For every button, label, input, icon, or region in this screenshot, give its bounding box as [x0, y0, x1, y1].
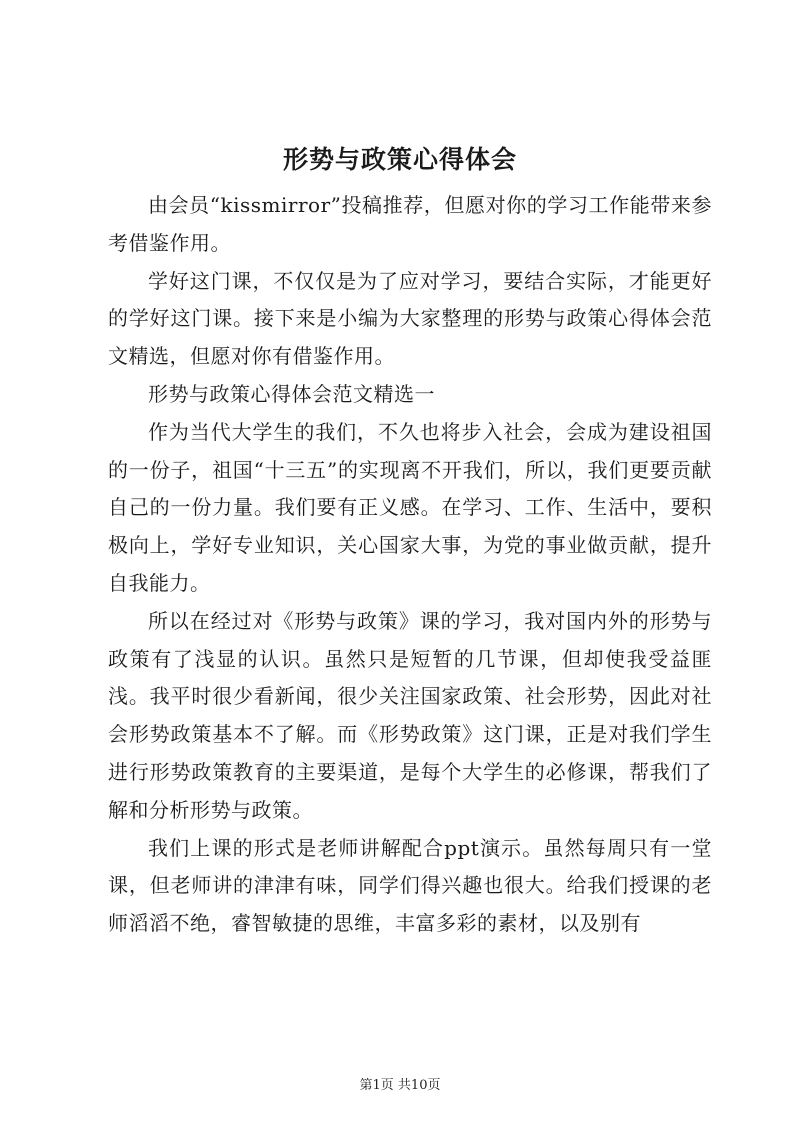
paragraph-intro: 由会员“kissmirror”投稿推荐，但愿对你的学习工作能带来参考借鉴作用。: [108, 193, 712, 255]
paragraph-preface: 学好这门课，不仅仅是为了应对学习，要结合实际，才能更好的学好这门课。接下来是小编为大家整理的形势与政策心得体会范文精选，但愿对你有借鉴作用。: [108, 268, 712, 369]
document-body: [108, 187, 712, 943]
paragraph: 我们上课的形式是老师讲解配合ppt演示。虽然每周只有一堂课，但老师讲的津津有味，同学们得兴趣也很大。给我们授课的老师滔滔不绝，睿智敏捷的思维，丰富多彩的素材，以及别有: [108, 835, 712, 936]
page-footer: 第1页 共10页: [359, 1078, 441, 1093]
document-title: 形势与政策心得体会: [282, 145, 517, 174]
section-heading: 形势与政策心得体会范文精选一: [148, 381, 435, 406]
paragraph: 所以在经过对《形势与政策》课的学习，我对国内外的形势与政策有了浅显的认识。虽然只是短暂的几节课，但却使我受益匪浅。我平时很少看新闻，很少关注国家政策、社会形势，因此对社会形势政策基本不了解。而《形势政策》这门课，正是对我们学生进行形势政策教育的主要渠道，是每个大学生的必修课，帮我们了解和分析形势与政策。: [108, 608, 712, 822]
paragraph: 作为当代大学生的我们，不久也将步入社会，会成为建设祖国的一份子，祖国“十三五”的实现离不开我们，所以，我们更要贡献自己的一份力量。我们要有正义感。在学习、工作、生活中，要积极向上，学好专业知识，关心国家大事，为党的事业做贡献，提升自我能力。: [108, 419, 712, 595]
